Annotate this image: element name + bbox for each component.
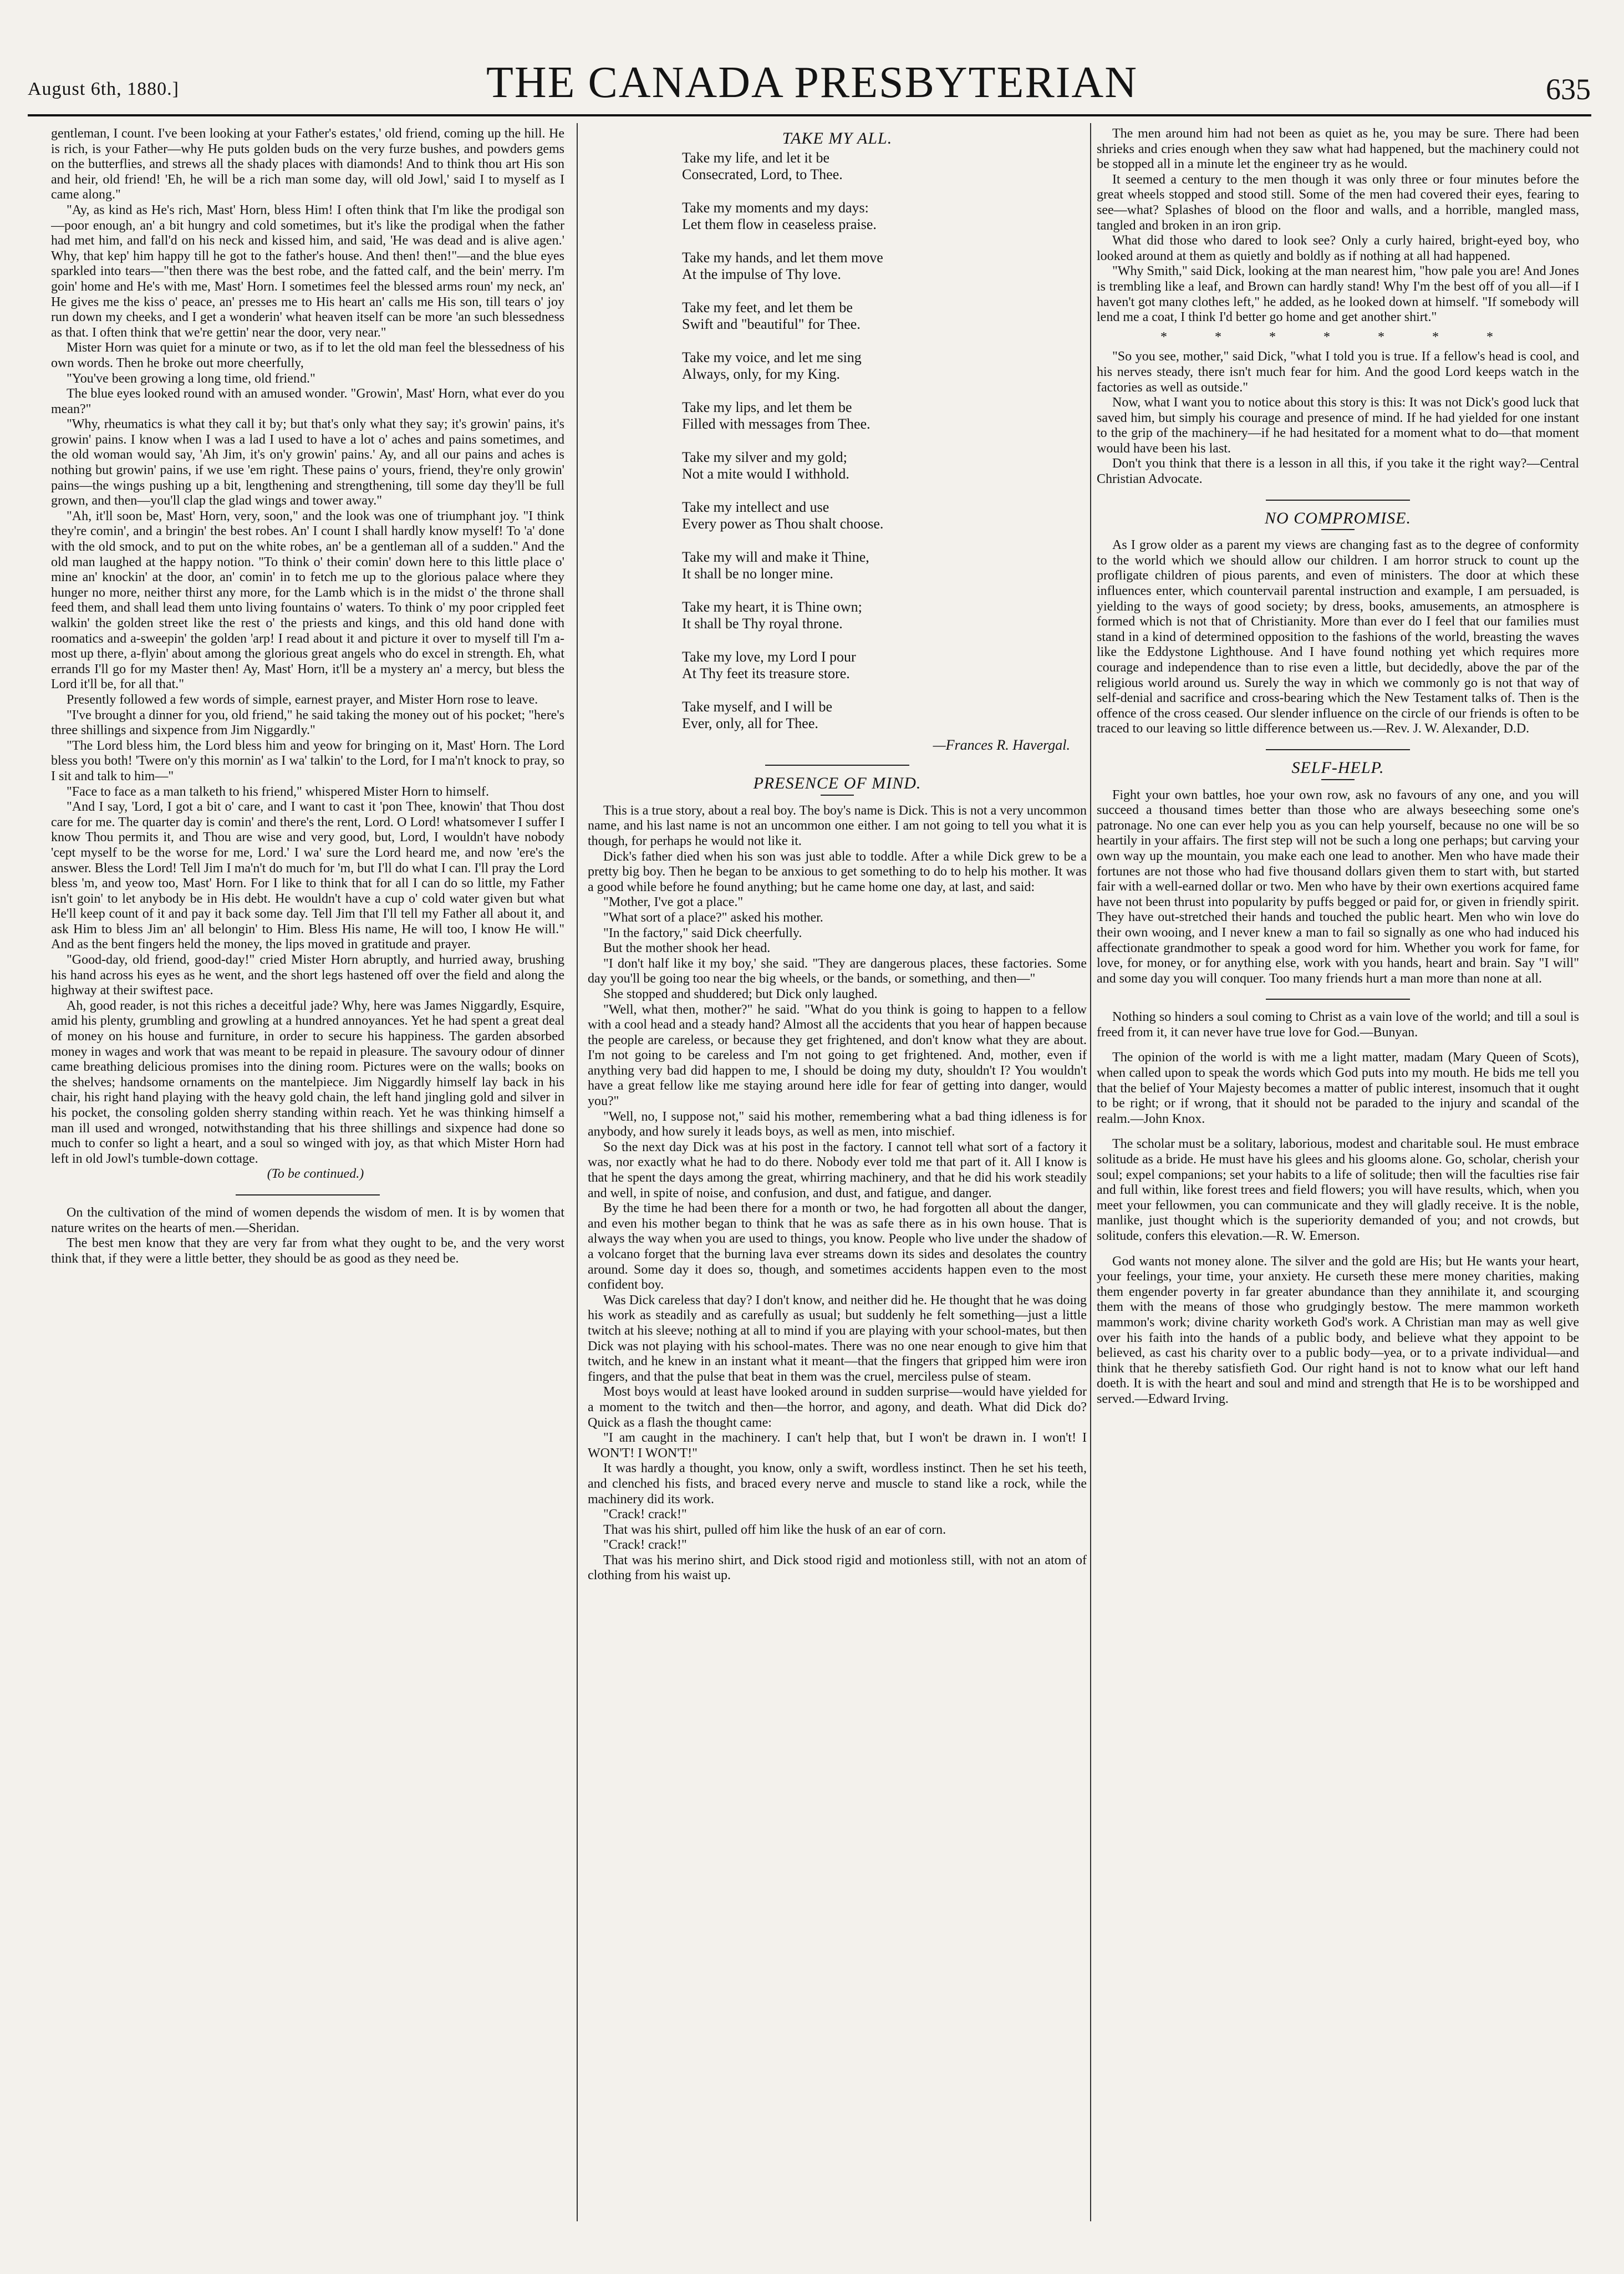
poem-line: At Thy feet its treasure store. — [682, 665, 850, 681]
no-compromise-title: NO COMPROMISE. — [1265, 508, 1411, 527]
section-rule — [236, 1194, 380, 1195]
story-paragraph: Most boys would at least have looked around in sudden surprise—would have yielded for a moment to the twitch and then—the horror, and agony, and death. What did Dick do? Quick as a flash the thought came: — [588, 1385, 1087, 1430]
story-paragraph: "Good-day, old friend, good-day!" cried Mister Horn abruptly, and hurried away, brushing his hand across his eyes as he went, and the short legs hastened off over the field and along the highway at their swiftest pace. — [51, 953, 564, 998]
story-paragraph: "Well, no, I suppose not," said his mother, remembering what a bad thing idleness is for anybody, and how surely it leads boys, as well as men, into mischief. — [588, 1109, 1087, 1139]
section-rule — [1266, 749, 1410, 750]
story-title: PRESENCE OF MIND. — [753, 774, 922, 793]
poem-line: Consecrated, Lord, to Thee. — [682, 166, 843, 182]
story-paragraph: It seemed a century to the men though it was only three or four minutes before the great wheels stopped and stood still. Some of the men had covered their eyes, fearing to see—what? Splashes of blood on the floor and walls, and a horrible, mangled mass, tangled and broken in an iron grip. — [1097, 172, 1579, 233]
poem-line: Take my life, and let it be — [682, 149, 830, 166]
story-paragraph: "In the factory," said Dick cheerfully. — [603, 925, 802, 940]
section-rule — [1266, 999, 1410, 1000]
story-paragraph: "Mother, I've got a place." — [603, 895, 744, 910]
poem-stanza — [682, 399, 1087, 433]
story-paragraph: Ah, good reader, is not this riches a deceitful jade? Why, here was James Niggardly, Esquire, amid his plenty, grumbling and growling at a hundred annoyances. Yet he had spent a great deal of money on his house and furniture, in order to secure his happiness. The garden absorbed money in wages and work that was meant to be repaid in pleasure. The savoury odour of dinner came breathing delicious promises into the dining room. Pictures were on the walls; books on the shelves; handsome ornaments on the mantelpiece. Jim Niggardly himself lay back in his chair, his right hand playing with the heavy gold chain, the left hand jingling gold and silver in his pocket, the consoling golden sherry standing within reach. Yet he was thinking himself a man ill used and wronged, notwithstanding that his three shillings and sixpence had done so much to confer so light a heart, and a soul so winged with joy, as that which Mister Horn had left in old Jowl's tumble-down cottage. — [51, 998, 564, 1166]
poem-line: Take my will and make it Thine, — [682, 548, 869, 565]
title-rule — [821, 795, 854, 796]
irving-quote: God wants not money alone. The silver and the gold are His; but He wants your heart, your feelings, your time, your anxiety. He curseth these mere money charities, making them engender poverty in far greater abundance than they annihilate it, and scourging them with the means of those who grudgingly bestow. The mere mammon worketh mammon's work; divine charity worketh God's work. A Christian man may as well give over his faith into the hands of a public body, and believe what they appoint to be believed, as cast his charity over to a public body—yea, or to a private individual—and think that he thereby satisfieth God. Our right hand is not to know what our left hand doeth. It is with the heart and soul and mind and strength that He is to be worshipped and served.—Edward Irving. — [1097, 1254, 1579, 1406]
story-paragraph: The blue eyes looked round with an amused wonder. "Growin', Mast' Horn, what ever do you mean?" — [51, 386, 564, 416]
column-1 — [51, 126, 564, 2221]
poem-line: Take my feet, and let them be — [682, 299, 853, 316]
story-paragraph: "And I say, 'Lord, I got a bit o' care, and I want to cast it 'pon Thee, knowin' that Thou dost care for me. The quarter day is comin' and there's the rent, Lord. O Lord! whatsomever I suffer I know Thou permits it, and Thou are wise and very good, but, Lord, I wouldn't have nobody 'cept myself to be the worse for me, Lord.' I wa' sure the Lord heard me, and now 'ere's the answer. Bless the Lord! Tell Jim I ma'n't do much for 'm, but I'll do what I can. I'll pray the Lord bless 'm, and yeow too, Mast' Horn. For I like to think that for all I can do so little, my Father isn't goin' to let anybody be in His debt. He wouldn't have a cup o' cold water given but what He'll keep count of it and pay it back some day. Tell Jim that I'll tell my Father all about it, and ask Him to bless Jim an' all belongin' to Him. Bless His name, He will too, I know He will." And as the bent fingers held the money, the lips moved in gratitude and prayer. — [51, 800, 564, 952]
story-paragraph: Mister Horn was quiet for a minute or two, as if to let the old man feel the blessedness of his own words. Then he broke out more cheerfully, — [51, 340, 564, 370]
story-paragraph: "Ay, as kind as He's rich, Mast' Horn, bless Him! I often think that I'm like the prodigal son—poor enough, an' a bit hungry and cold sometimes, but it's like the prodigal when the father had met him, and fall'd on his neck and kissed him, and said, 'He was dead and is alive agen.' Why, that kep' him happy till he got to the father's house. And then! then!"—and the blue eyes sparkled into tears—"then there was the best robe, and the fatted calf, and the bein' merry. I'm goin' home and He's with me, Mast' Horn. I sometimes feel the blessed arms roun' my neck, an' He gives me the kiss o' peace, an' presses me to His heart an' calls me His son, till tears o' joy run down my cheeks, and I get a wonderin' what heaven itself can be more 'an such blessedness as that. I often think that we're gettin' near the door, very near." — [51, 202, 564, 340]
story-paragraph: This is a true story, about a real boy. The boy's name is Dick. This is not a very uncommon name, and his last name is not an uncommon one either. I am not going to tell you what it is though, for perhaps he would not like it. — [588, 803, 1087, 848]
page-number: 635 — [1546, 73, 1591, 106]
story-paragraph: "Face to face as a man talketh to his friend," whispered Mister Horn to himself. — [67, 784, 490, 799]
poem-stanza — [682, 449, 1087, 482]
poem-title: TAKE MY ALL. — [782, 129, 893, 147]
poem-line: Ever, only, all for Thee. — [682, 715, 818, 731]
poem-line: Swift and "beautiful" for Thee. — [682, 316, 861, 332]
poem-author: —Frances R. Havergal. — [933, 736, 1070, 753]
story-paragraph: Dick's father died when his son was just able to toddle. After a while Dick grew to be a pretty big boy. Then he began to be anxious to get something to do to help his mother. It was a good while before he found anything; but he came home one day, at last, and said: — [588, 849, 1087, 894]
story-paragraph: "What sort of a place?" asked his mother. — [603, 910, 823, 925]
story-paragraph: The men around him had not been as quiet as he, you may be sure. There had been shrieks and cries enough when they saw what had happened, but the machinery could not be stopped all in a minute let the engineer try as he would. — [1097, 126, 1579, 172]
poem-line: Take my intellect and use — [682, 498, 829, 515]
sheridan-quote: On the cultivation of the mind of women depends the wisdom of men. It is by women that nature writes on the hearts of men.—Sheridan. — [51, 1205, 564, 1235]
story-paragraph: That was his shirt, pulled off him like the husk of an ear of corn. — [603, 1522, 946, 1537]
poem-line: It shall be no longer mine. — [682, 565, 833, 582]
poem-line: Not a mite would I withhold. — [682, 465, 849, 482]
story-paragraph: "I am caught in the machinery. I can't help that, but I won't be drawn in. I won't! I WON'T! I WON'T!" — [588, 1431, 1087, 1461]
emerson-quote: The scholar must be a solitary, laborious, modest and charitable soul. He must embrace solitude as a bride. He must have his glees and his glooms alone. Go, scholar, cherish your soul; expel companions; set your habits to a life of solitude; then will the faculties rise fair and full within, like forest trees and field flowers; you will have results, which, when you meet your fellowmen, you can communicate and they will gladly receive. It is the noble, manlike, just thought which is the superiority demanded of you; and not crowds, but solitude, confers this elevation.—R. W. Emerson. — [1097, 1137, 1579, 1243]
poem-line: Take myself, and I will be — [682, 698, 833, 715]
poem-line: It shall be Thy royal throne. — [682, 615, 843, 632]
story-paragraph: "So you see, mother," said Dick, "what I told you is true. If a fellow's head is cool, and his nerves steady, there isn't much fear for him. And the good Lord keeps watch in the factories as well as outside." — [1097, 349, 1579, 395]
section-rule — [765, 765, 909, 766]
title-rule — [1321, 529, 1355, 530]
story-paragraph: She stopped and shuddered; but Dick only laughed. — [603, 986, 878, 1001]
story-paragraph: By the time he had been there for a month or two, he had forgotten all about the danger, and even his mother began to think that he was as safe there as in his own house. That is always the way when you are used to things, you know. People who live under the shadow of a volcano forget that the burning lava ever streams down its sides and desolates the country around. Some day it does so, though, and sometimes accidents happen even to the most confident boy. — [588, 1201, 1087, 1293]
no-compromise-text: As I grow older as a parent my views are changing fast as to the degree of conformity to the world which we should allow our children. I am horror struck to count up the profligate children of pious parents, and even of ministers. The door at which these influences enter, which countervail parental instruction and example, I am persuaded, is yielding to the ways of good society; by dress, books, amusements, an atmosphere is formed which is not that of Christianity. More than ever do I feel that our families must stand in a kind of determined opposition to the fashions of the world, breasting the waves like the Eddystone Lighthouse. And I have found nothing yet which requires more courage and independence than to rise even a little, but decidedly, above the par of the religious world around us. Surely the way in which we commonly go is not that way of self-denial and sacrifice and cross-bearing which the New Testament talks of. Then is the offence of the cross ceased. Our slender influence on the circle of our friends is often to be traced to our leaving so little difference between us.—Rev. J. W. Alexander, D.D. — [1097, 538, 1579, 736]
section-stars: * * * * * * * — [1160, 329, 1515, 344]
poem-stanza — [682, 299, 1087, 333]
masthead — [28, 55, 1596, 116]
best-men-quote: The best men know that they are very far from what they ought to be, and the very worst think that, if they were a little better, they should be as good as they need be. — [51, 1236, 564, 1266]
poem-stanza — [682, 649, 1087, 682]
story-paragraph: "I don't half like it my boy,' she said. "They are dangerous places, these factories. Some day you'll be going too near the big wheels, or the bands, or something, and then—" — [588, 956, 1087, 986]
story-paragraph: That was his merino shirt, and Dick stood rigid and motionless still, with not an atom of clothing from his waist up. — [588, 1553, 1087, 1583]
title-rule — [1321, 779, 1355, 780]
story-paragraph: "Ah, it'll soon be, Mast' Horn, very, soon," and the look was one of triumphant joy. "I think they're comin', and a bringin' the best robes. An' I count I shall hardly know myself! To 'a' done with the old smock, and to put on the white robes, an' be a gentleman all of a sudden." And the old man laughed at the happy notion. "To think o' their comin' down here to this little place o' mine an' knockin' at the door, an' comin' in to fetch me up to the glorious palace where they hunger no more, neither thirst any more, for the Lamb which is in the midst o' the throne shall feed them, and shall lead them unto living fountains o' waters. To think o' my poor crippled feet walkin' the golden street like the rest o' the priests and kings, and this old hand done with roomatics and a-sweepin' the golden 'arp! I read about it and picture it over to myself till I'm a-most up there, a-flyin' about among the glorious great angels who do excel in strength. Eh, what errands I'll go for my Master then! Ay, Mast' Horn, it'll be a mystery an' a mercy, but bless the Lord it'll be, for all that." — [51, 508, 564, 692]
column-divider-1 — [577, 123, 578, 2221]
poem-line: Take my hands, and let them move — [682, 249, 883, 266]
section-rule — [1266, 500, 1410, 501]
story-paragraph: Presently followed a few words of simple, earnest prayer, and Mister Horn rose to leave. — [67, 692, 538, 707]
poem-line: Every power as Thou shalt choose. — [682, 515, 884, 532]
poem-line: At the impulse of Thy love. — [682, 266, 841, 282]
poem-stanza — [682, 599, 1087, 632]
story-paragraph: Was Dick careless that day? I don't know, and neither did he. He thought that he was doing his work as steadily and as carefully as usual; but suddenly he felt something—just a little twitch at his sleeve; nothing at all to mind if you are playing with your school-mates, but then Dick was not playing with his school-mates. There was no one near enough to give him that twitch, and he knew in an instant what it meant—that the fingers that gripped him were iron fingers, and that the pulse that beat in them was the cruel, merciless pulse of steam. — [588, 1293, 1087, 1384]
story-paragraph: But the mother shook her head. — [603, 941, 771, 956]
issue-date: August 6th, 1880.] — [28, 79, 179, 99]
story-paragraph: "Well, what then, mother?" he said. "What do you think is going to happen to a fellow with a cool head and a steady hand? Almost all the accidents that you hear of happen because the people are careless, or because they get frightened, and don't know what they are about. I'm not going to be careless and I'm not going to get frightened. And, mother, even if anything very bad did happen to me, I should be doing my duty, shouldn't I? You wouldn't have a great fellow like me staying around here idle for fear of getting into danger, would you?" — [588, 1002, 1087, 1109]
poem-stanza — [682, 250, 1087, 283]
knox-quote: The opinion of the world is with me a light matter, madam (Mary Queen of Scots), when called upon to speak the words which God puts into my mouth. He bids me tell you that the belief of Your Majesty becomes a matter of public interest, insomuch that it ought to be right; or if wrong, that it should not be paraded to the injury and scandal of the realm.—John Knox. — [1097, 1050, 1579, 1126]
poem-stanza — [682, 499, 1087, 532]
story-paragraph: "The Lord bless him, the Lord bless him and yeow for bringing on it, Mast' Horn. The Lord bless you both! 'Twere on'y this mornin' as I wa' talkin' to the Lord, for I ma'n't knock to pray, so I sit and talk to him—" — [51, 738, 564, 784]
poem-stanza — [682, 349, 1087, 383]
poem-line: Take my moments and my days: — [682, 199, 869, 216]
story-paragraph: "Why Smith," said Dick, looking at the man nearest him, "how pale you are! And Jones is trembling like a leaf, and Brown can hardly stand! Why I'm the best off of you all—if I haven't got many clothes left," he added, as he looked down at himself. "If somebody will lend me a coat, I think I'd better go home and get another shirt." — [1097, 264, 1579, 325]
poem-line: Take my heart, it is Thine own; — [682, 598, 862, 615]
masthead-rule — [28, 114, 1591, 116]
bunyan-quote: Nothing so hinders a soul coming to Christ as a vain love of the world; and till a soul is freed from it, it can never have true love for God.—Bunyan. — [1097, 1010, 1579, 1040]
poem-line: Take my voice, and let me sing — [682, 349, 862, 365]
self-help-title: SELF-HELP. — [1291, 758, 1384, 777]
poem-stanza — [682, 549, 1087, 582]
poem-stanza — [682, 200, 1087, 233]
newspaper-title: THE CANADA PRESBYTERIAN — [486, 58, 1138, 107]
story-paragraph: What did those who dared to look see? Only a curly haired, bright-eyed boy, who looked around at them as quietly and boldly as if nothing at all had happened. — [1097, 233, 1579, 263]
story-paragraph: "Why, rheumatics is what they call it by; but that's only what they say; it's growin' pains, it's growin' pains. I know when I was a lad I used to have a lot o' aches and pains sometimes, and the old woman would say, 'Ah Jim, it's on'y growin' pains.' Ay, and all our pains and aches is nothing but growin' pains, if we use 'em right. These pains o' yours, friend, they're only growin' pains—the wings pushing up a bit, lengthening and strengthening, till some day they'll be full grown, and then—you'll clap the glad wings and tower away." — [51, 417, 564, 508]
poem-line: Take my love, my Lord I pour — [682, 648, 856, 665]
poem-line: Take my silver and my gold; — [682, 449, 847, 465]
story-paragraph: "Crack! crack!" — [603, 1538, 687, 1553]
story-paragraph: "You've been growing a long time, old friend." — [67, 371, 315, 386]
poem-line: Filled with messages from Thee. — [682, 415, 870, 432]
poem-stanza — [682, 699, 1087, 732]
poem — [588, 150, 1087, 732]
story-paragraph: It was hardly a thought, you know, only a swift, wordless instinct. Then he set his teeth, and clenched his fists, and braced every nerve and muscle to stand like a rock, while the machinery did its work. — [588, 1461, 1087, 1507]
poem-stanza — [682, 150, 1087, 183]
poem-line: Let them flow in ceaseless praise. — [682, 216, 877, 232]
to-be-continued: (To be continued.) — [267, 1167, 364, 1182]
story-paragraph: Now, what I want you to notice about this story is this: It was not Dick's good luck that saved him, but simply his courage and presence of mind. If he had yielded for one instant to the grip of the machinery—if he had hesitated for a moment what to do—that moment would have been his last. — [1097, 395, 1579, 456]
self-help-text: Fight your own battles, hoe your own row, ask no favours of any one, and you will succeed a thousand times better than those who are always beseeching some one's patronage. No one can ever help you as you can help yourself, because no one will be so heartily in your affairs. The first step will not be such a long one perhaps; but carving your own way up the mountain, you make each one lead to another. Men who have made their fortunes are not those who had five thousand dollars given them to start with, but started fair with a well-earned dollar or two. Men who have by their own exertions acquired fame have not been thrust into popularity by puffs begged or paid for, or given in friendly spirit. They have out-stretched their hands and touched the public heart. Men who win love do their own wooing, and I never knew a man to fail so signally as one who had induced his affectionate grandmother to speak a good word for him. Whether you work for fame, for love, for money, or for anything else, work with you hands, heart and brain. Say "I will" and some day you will conquer. Too many friends hurt a man more than none at all. — [1097, 787, 1579, 986]
poem-line: Take my lips, and let them be — [682, 399, 852, 415]
column-divider-2 — [1090, 123, 1091, 2221]
story-paragraph: So the next day Dick was at his post in the factory. I cannot tell what sort of a factory it was, nor exactly what he had to do there. Nobody ever told me that part of it. All I know is that he spent the days among the great, whirring machinery, and that he did his work steadily and well, in spite of noise, and confusion, and dust, and fatigue, and danger. — [588, 1139, 1087, 1200]
column-3 — [1097, 126, 1579, 2221]
story-paragraph: "I've brought a dinner for you, old friend," he said taking the money out of his pocket; "here's three shillings and sixpence from Jim Niggardly." — [51, 708, 564, 738]
column-2 — [588, 126, 1087, 2221]
story-paragraph: "Crack! crack!" — [603, 1507, 687, 1522]
story-paragraph: Don't you think that there is a lesson in all this, if you take it the right way?—Central Christian Advocate. — [1097, 456, 1579, 487]
story-paragraph: gentleman, I count. I've been looking at your Father's estates,' old friend, coming up the hill. He is rich, is your Father—why He puts golden buds on the very furze bushes, and powders gems on the butterflies, and strews all the shady places with diamonds! And to think thou art His son and heir, old friend! 'Eh, he will be a rich man some day, will old Jowl,' said I to myself as I came along." — [51, 126, 564, 202]
poem-line: Always, only, for my King. — [682, 365, 841, 382]
